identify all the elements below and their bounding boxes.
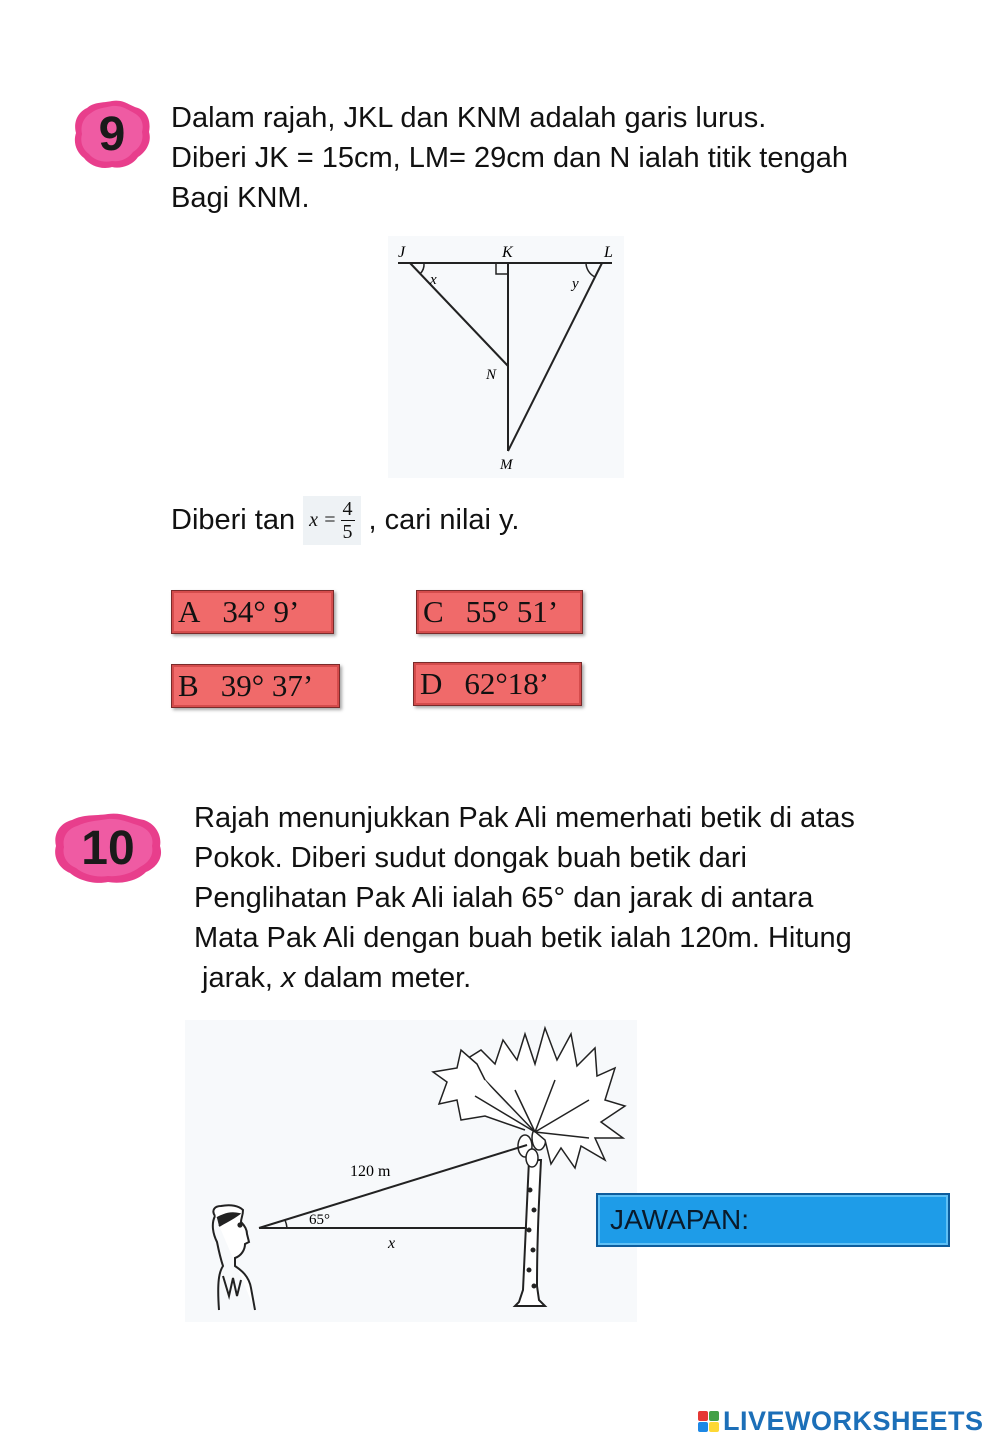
label-65-degrees: 65° xyxy=(309,1212,330,1228)
given-suffix: , cari nilai y. xyxy=(368,504,520,536)
line-5-variable: x xyxy=(281,962,296,994)
option-c-letter: C xyxy=(423,594,444,629)
label-l: L xyxy=(604,244,613,261)
question-10-line-3: Penglihatan Pak Ali ialah 65° dan jarak di antara xyxy=(194,882,814,914)
logo-square-3 xyxy=(698,1422,708,1432)
option-c-value: 55° 51’ xyxy=(465,594,559,629)
option-b-value: 39° 37’ xyxy=(220,668,314,703)
answer-input[interactable] xyxy=(596,1193,950,1247)
given-prefix: Diberi tan xyxy=(171,504,296,536)
label-x-distance: x xyxy=(388,1235,396,1252)
question-10-badge xyxy=(52,810,164,886)
question-10-line-5 xyxy=(194,958,855,998)
label-j: J xyxy=(398,244,406,261)
option-b-letter: B xyxy=(178,668,199,703)
triangle-diagram-svg xyxy=(388,236,624,478)
question-10-line-2: Pokok. Diberi sudut dongak buah betik dari xyxy=(194,842,747,874)
papaya-trunk xyxy=(515,1160,545,1306)
person-figure xyxy=(213,1205,255,1310)
question-9-line-3: Bagi KNM. xyxy=(171,182,310,214)
line-5-after: dalam meter. xyxy=(295,962,472,994)
option-d-value: 62°18’ xyxy=(464,666,550,701)
option-a-value: 34° 9’ xyxy=(222,594,300,629)
question-10-number: 10 xyxy=(81,821,135,875)
question-9-line-2: Diberi JK = 15cm, LM= 29cm dan N ialah titik tengah xyxy=(171,142,848,174)
option-a-letter: A xyxy=(178,594,201,629)
label-m: M xyxy=(500,457,513,473)
label-120m: 120 m xyxy=(350,1163,391,1180)
question-10-text xyxy=(194,798,855,998)
fraction-stack xyxy=(341,498,355,543)
fraction-denominator: 5 xyxy=(342,521,353,543)
tan-fraction xyxy=(303,496,360,545)
logo-square-1 xyxy=(698,1411,708,1421)
option-a-button[interactable] xyxy=(171,590,334,634)
option-b-button[interactable] xyxy=(171,664,340,708)
label-n: N xyxy=(486,367,497,383)
brand-name: LIVEWORKSHEETS xyxy=(723,1406,984,1436)
option-d-button[interactable] xyxy=(413,662,582,706)
label-k: K xyxy=(502,244,513,261)
question-10-line-4: Mata Pak Ali dengan buah betik ialah 120m. Hitung xyxy=(194,922,852,954)
question-9-text xyxy=(171,98,848,218)
option-d-letter: D xyxy=(420,666,443,701)
triangle-diagram xyxy=(388,236,624,478)
papaya-tree-svg xyxy=(185,1020,637,1322)
answer-label: JAWAPAN: xyxy=(610,1204,749,1235)
question-9-number: 9 xyxy=(98,107,126,161)
fraction-variable: x = xyxy=(309,509,337,531)
question-9-line-1: Dalam rajah, JKL dan KNM adalah garis lurus. xyxy=(171,102,767,134)
label-x: x xyxy=(430,272,437,288)
logo-square-4 xyxy=(709,1422,719,1432)
logo-icon xyxy=(698,1411,719,1432)
given-statement xyxy=(171,496,519,545)
question-9-badge xyxy=(72,98,152,170)
logo-square-2 xyxy=(709,1411,719,1421)
line-5-before: jarak, xyxy=(194,962,282,994)
option-c-button[interactable] xyxy=(416,590,583,634)
question-10-line-1: Rajah menunjukkan Pak Ali memerhati betik di atas xyxy=(194,802,855,834)
label-y: y xyxy=(572,276,579,292)
papaya-tree-diagram xyxy=(185,1020,637,1322)
liveworksheets-logo[interactable] xyxy=(698,1406,984,1437)
fraction-numerator: 4 xyxy=(342,498,353,520)
